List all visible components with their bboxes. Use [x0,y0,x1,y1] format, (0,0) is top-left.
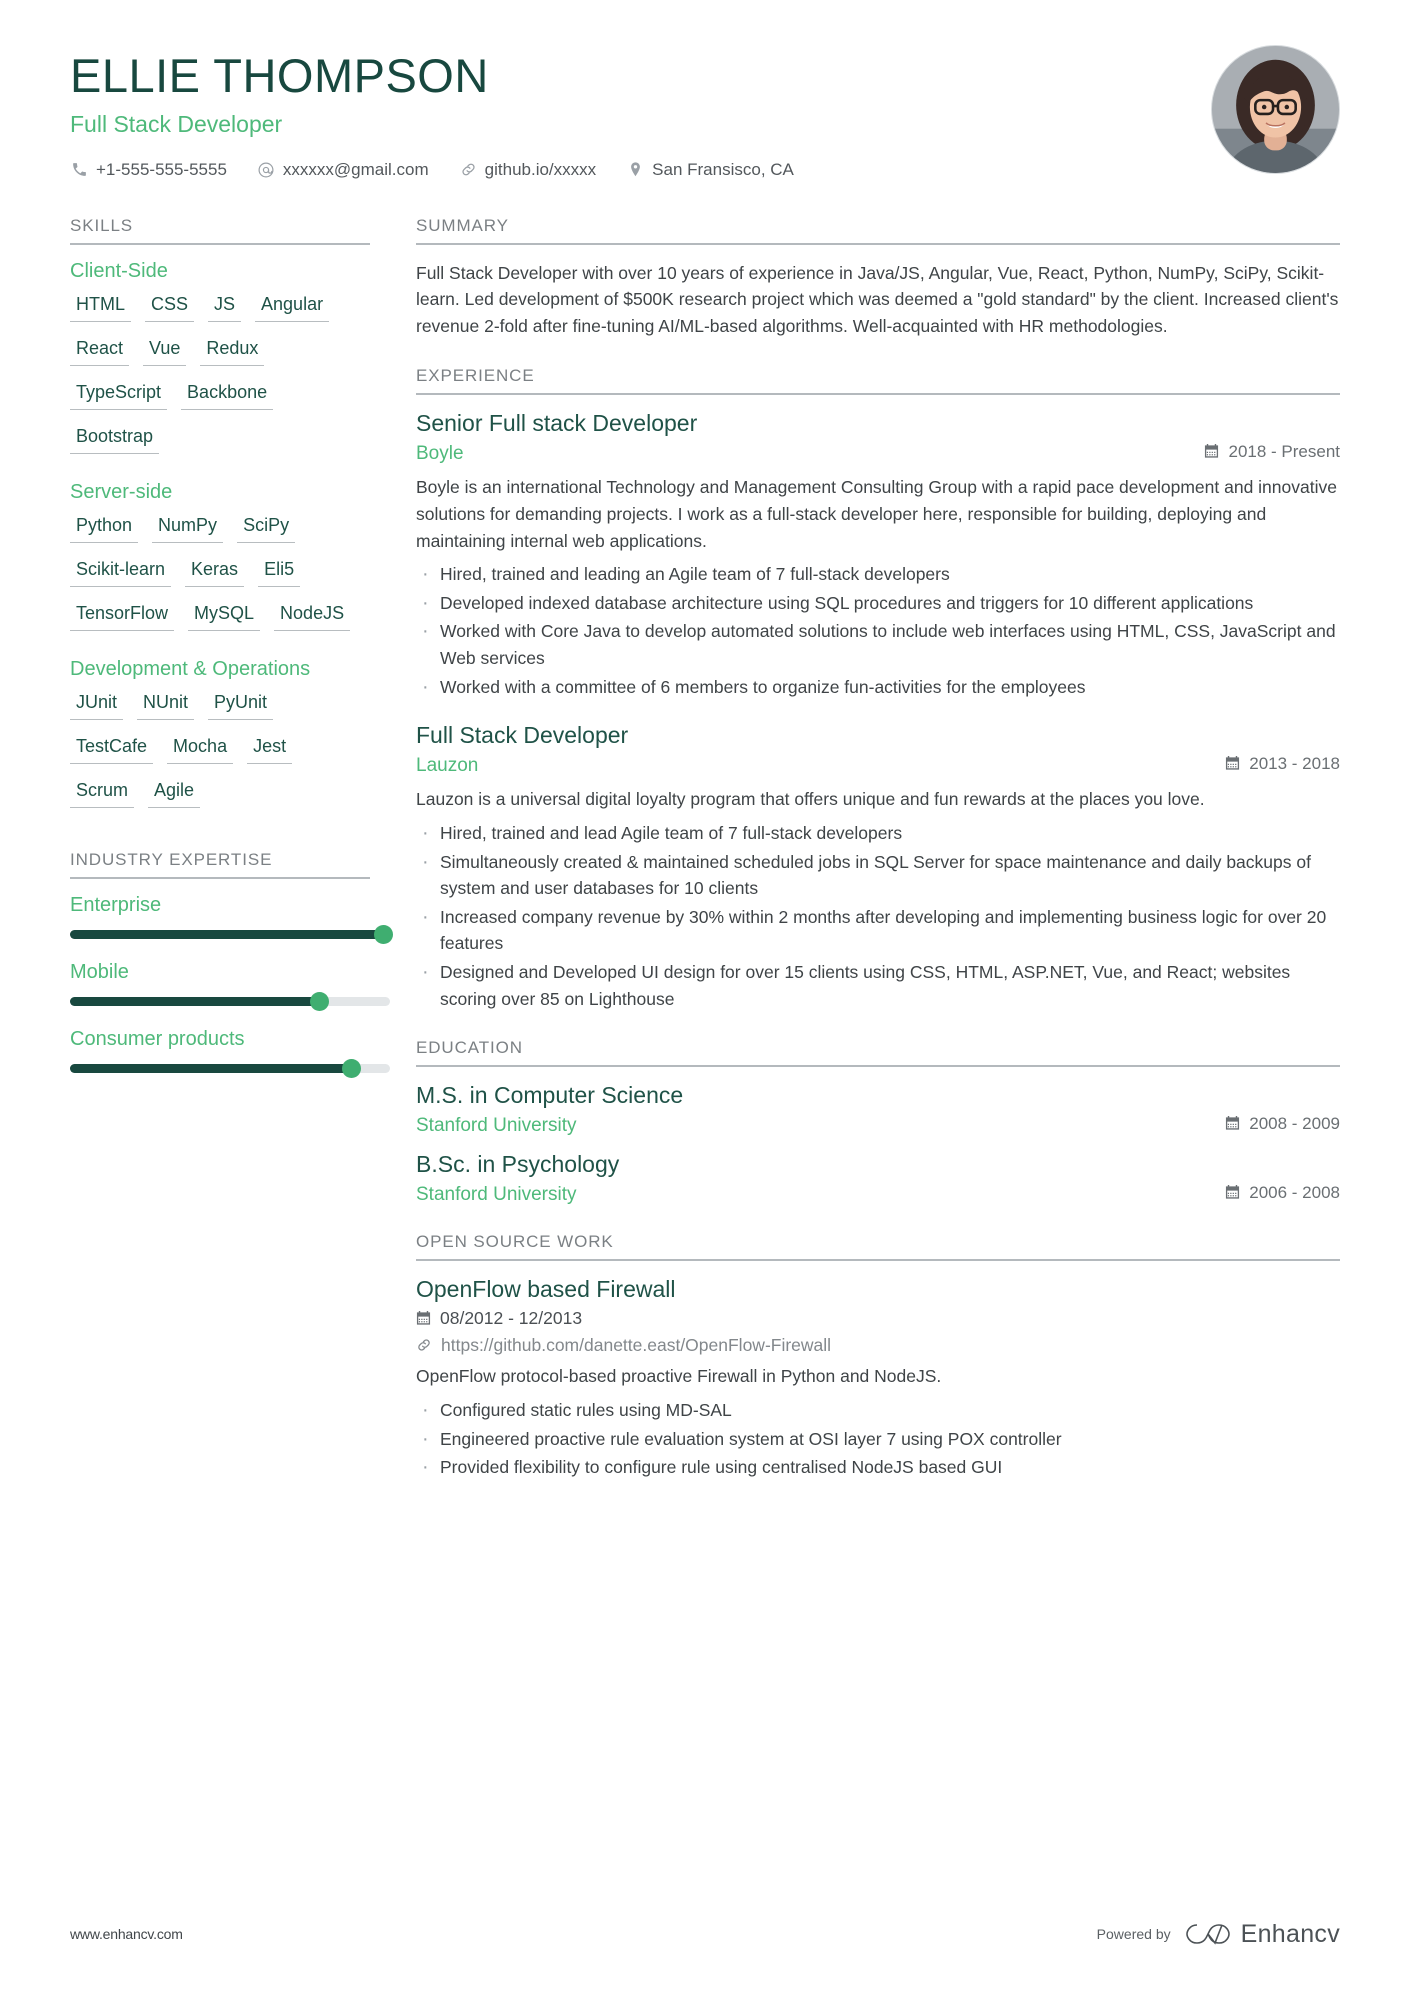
skill-tag[interactable]: Bootstrap [70,424,159,454]
experience-entry [416,722,1340,1012]
skill-tag-row [70,513,370,645]
skills-heading: SKILLS [70,216,370,245]
list-item: · Developed indexed database architecture using SQL procedures and triggers for 10 different applications [416,590,1340,617]
job-title: Full Stack Developer [70,110,283,137]
skill-tag[interactable]: Eli5 [258,557,300,587]
education-entry [416,1082,1340,1137]
entry-subline [416,754,1340,777]
entry-date-text: 2008 - 2009 [1249,1114,1340,1134]
avatar [1211,45,1340,174]
entry-bullet-list [416,820,1340,1012]
open-source-heading: OPEN SOURCE WORK [416,1232,1340,1261]
main-content [392,216,1340,1507]
entry-subline [416,442,1340,465]
calendar-icon [416,1311,432,1327]
list-item: · Hired, trained and lead Agile team of 7 full-stack developers [416,820,1340,847]
expertise-slider[interactable] [70,1064,390,1073]
calendar-icon [1204,444,1220,460]
skill-tag[interactable]: PyUnit [208,690,273,720]
footer-brand-block [1097,1919,1340,1949]
skill-group-development-operations [70,658,370,822]
project-link[interactable] [416,1335,1340,1356]
list-item: · Worked with Core Java to develop automated solutions to include web interfaces using HTML, CSS, JavaScript and Web services [416,618,1340,671]
experience-heading: EXPERIENCE [416,366,1340,395]
skill-tag[interactable]: MySQL [188,601,260,631]
skill-group-server-side [70,481,370,645]
entry-date [416,1308,1340,1329]
entry-title: M.S. in Computer Science [416,1082,684,1109]
skill-tag[interactable]: TestCafe [70,734,153,764]
slider-fill [70,930,384,939]
enhancv-logo-icon [1185,1919,1231,1949]
skills-section [70,216,370,822]
list-item: · Increased company revenue by 30% within 2 months after developing and implementing business logic for over 20 features [416,904,1340,957]
experience-section [416,366,1340,1012]
expertise-label: Enterprise [70,893,162,916]
resume-header [0,0,1410,180]
skill-tag[interactable]: Vue [143,336,186,366]
entry-organization: Stanford University [416,1115,577,1137]
entry-date [1225,754,1340,774]
email-icon [257,160,276,179]
skill-tag[interactable]: Redux [200,336,264,366]
list-item: · Engineered proactive rule evaluation system at OSI layer 7 using POX controller [416,1426,1340,1453]
page-title: ELLIE THOMPSON [70,49,489,102]
slider-fill [70,1064,352,1073]
expertise-item [70,961,370,1006]
contact-row [70,160,1340,180]
brand-name: Enhancv [1240,1919,1340,1948]
skill-group-title: Server-side [70,480,173,503]
skill-tag[interactable]: Scikit-learn [70,557,171,587]
entry-date-text: 2006 - 2008 [1249,1183,1340,1203]
expertise-label: Consumer products [70,1027,245,1050]
skill-tag[interactable]: Mocha [167,734,233,764]
skill-tag[interactable]: JUnit [70,690,123,720]
list-item: · Configured static rules using MD-SAL [416,1397,1340,1424]
expertise-slider[interactable] [70,930,390,939]
skill-tag[interactable]: Backbone [181,380,273,410]
calendar-icon [1225,756,1241,772]
entry-title: Senior Full stack Developer [416,409,698,436]
education-section [416,1038,1340,1206]
contact-phone[interactable] [70,160,227,180]
skill-tag-row [70,690,370,822]
location-pin-icon [626,160,645,179]
skill-group-title: Client-Side [70,259,168,282]
skill-group-client-side [70,260,370,468]
entry-date [1225,1114,1340,1134]
entry-description: OpenFlow protocol-based proactive Firewall in Python and NodeJS. [416,1366,942,1387]
experience-entry [416,410,1340,700]
entry-title: B.Sc. in Psychology [416,1151,620,1178]
list-item: · Simultaneously created & maintained scheduled jobs in SQL Server for space maintenance and daily backups of system and user databases for 10 clients [416,849,1340,902]
powered-by-label: Powered by [1096,1926,1171,1942]
skill-group-title: Development & Operations [70,657,311,680]
skill-tag[interactable]: Jest [247,734,292,764]
industry-expertise-section [70,850,370,1073]
contact-location-text: San Fransisco, CA [652,159,794,179]
entry-subline [416,1114,1340,1137]
education-heading: EDUCATION [416,1038,1340,1067]
entry-date-text: 2013 - 2018 [1249,754,1340,774]
slider-knob[interactable] [342,1059,361,1078]
entry-date [1225,1183,1340,1203]
calendar-icon [1225,1116,1241,1132]
entry-organization: Stanford University [416,1184,577,1206]
entry-description: Lauzon is a universal digital loyalty program that offers unique and fun rewards at the places you love. [416,789,1205,810]
entry-title: Full Stack Developer [416,722,629,749]
entry-date-text: 08/2012 - 12/2013 [440,1308,583,1329]
skill-tag[interactable]: Angular [255,292,329,322]
skill-tag[interactable]: SciPy [237,513,295,543]
list-item: · Provided flexibility to configure rule using centralised NodeJS based GUI [416,1454,1340,1481]
summary-section [416,216,1340,340]
skill-tag[interactable]: NodeJS [274,601,350,631]
expertise-item [70,1028,370,1073]
footer-url[interactable]: www.enhancv.com [70,1926,183,1942]
header-text-block [70,50,1340,180]
list-item: · Designed and Developed UI design for over 15 clients using CSS, HTML, ASP.NET, Vue, and React; websites scoring over 85 on Lighthouse [416,959,1340,1012]
sidebar [70,216,392,1099]
slider-knob[interactable] [374,925,393,944]
expertise-slider[interactable] [70,997,390,1006]
industry-expertise-heading: INDUSTRY EXPERTISE [70,850,370,879]
skill-tag[interactable]: Python [70,513,138,543]
resume-body [0,180,1410,1507]
education-entry [416,1151,1340,1206]
skill-tag[interactable]: NUnit [137,690,194,720]
summary-heading: SUMMARY [416,216,1340,245]
project-link-text: https://github.com/danette.east/OpenFlow-Firewall [441,1335,832,1356]
skill-tag[interactable]: Keras [185,557,244,587]
calendar-icon [1225,1185,1241,1201]
contact-email[interactable] [257,160,429,180]
entry-organization: Boyle [416,442,464,464]
skill-tag[interactable]: TensorFlow [70,601,174,631]
contact-phone-text: +1-555-555-5555 [96,159,227,179]
entry-bullet-list [416,1397,1340,1481]
skill-tag-row [70,292,370,468]
open-source-section [416,1232,1340,1481]
skill-tag[interactable]: HTML [70,292,131,322]
contact-email-text: xxxxxx@gmail.com [282,159,429,179]
skill-tag[interactable]: Scrum [70,778,134,808]
skill-tag[interactable]: TypeScript [70,380,167,410]
skill-tag[interactable]: JS [208,292,241,322]
skill-tag[interactable]: NumPy [152,513,223,543]
entry-date [1204,442,1340,462]
skill-tag[interactable]: Agile [148,778,200,808]
entry-description: Boyle is an international Technology and Management Consulting Group with a rapid pace development and innovative solutions for demanding projects. I work as a full-stack developer here, responsible for building, deploying and maintaining internal web applications. [416,476,1337,551]
entry-bullet-list [416,561,1340,700]
skill-tag[interactable]: React [70,336,129,366]
skill-tag[interactable]: CSS [145,292,194,322]
list-item: · Hired, trained and leading an Agile team of 7 full-stack developers [416,561,1340,588]
list-item: · Worked with a committee of 6 members to organize fun-activities for the employees [416,674,1340,701]
slider-fill [70,997,320,1006]
entry-date-text: 2018 - Present [1228,441,1340,461]
link-icon [459,160,478,179]
entry-organization: Lauzon [416,755,479,777]
expertise-label: Mobile [70,960,129,983]
contact-location [626,160,794,180]
link-icon [416,1337,433,1354]
expertise-item [70,894,370,939]
phone-icon [70,160,89,179]
slider-knob[interactable] [310,992,329,1011]
entry-subline [416,1183,1340,1206]
contact-website-text: github.io/xxxxx [484,159,597,179]
contact-website[interactable] [459,160,597,180]
entry-title: OpenFlow based Firewall [416,1276,676,1303]
footer [0,1919,1410,1949]
open-source-entry [416,1276,1340,1481]
summary-text: Full Stack Developer with over 10 years of experience in Java/JS, Angular, Vue, React, Python, NumPy, SciPy, Scikit-learn. Led development of $500K research project which was deemed a "gold standard" by the client. Increased client's revenue 2-fold after fine-tuning AI/ML-based algorithms. Well-acquainted with HR methodologies. [416,262,1339,337]
